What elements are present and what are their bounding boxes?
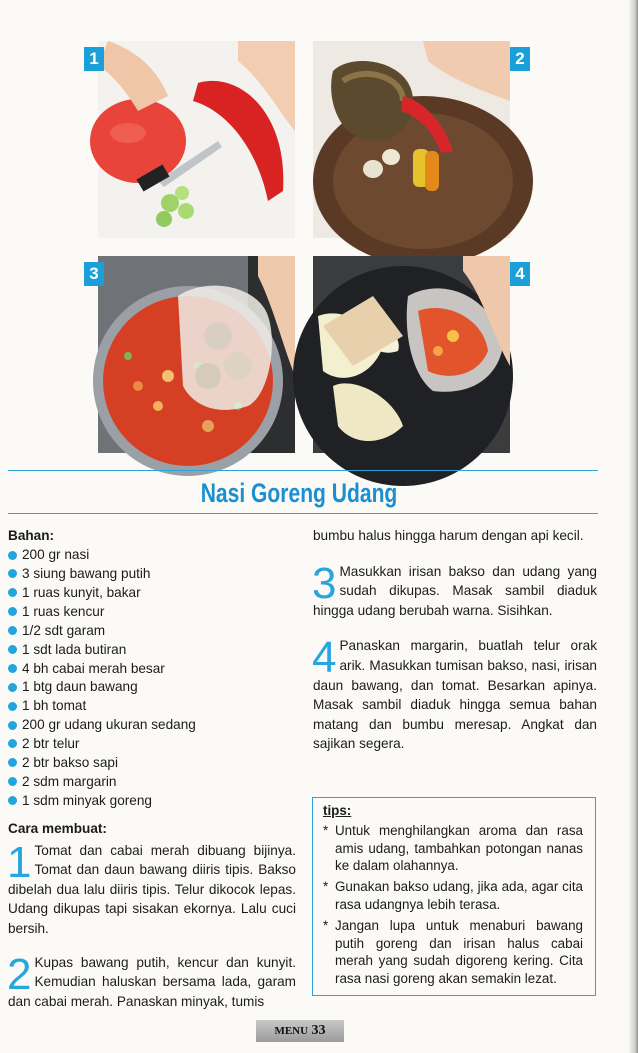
page-footer <box>256 1020 344 1042</box>
tips-heading: tips: <box>323 803 352 818</box>
method-step-1 <box>7 837 296 939</box>
asterisk-icon: * <box>323 822 329 838</box>
step-text: Tomat dan cabai merah dibuang bijinya. Tomat dan daun bawang diiris tipis. Bakso dibelah dua lalu diiris tipis. Telur dikocok lepas. Udang dikupas tapi sisakan ekornya. Lalu cuci bersih. <box>8 842 296 936</box>
list-item: 1 btg daun bawang <box>8 678 296 697</box>
bullet-icon <box>8 607 17 616</box>
step-text: Kupas bawang putih, kencur dan kunyit. Kemudian haluskan bersama lada, garam dan cabai merah. Panaskan minyak, tumis <box>8 954 296 1009</box>
bullet-icon <box>8 551 17 560</box>
list-item: 1 ruas kencur <box>8 602 296 621</box>
list-item: 3 siung bawang putih <box>8 564 296 583</box>
step-number: 3 <box>312 558 337 608</box>
method-heading: Cara membuat: <box>8 821 107 836</box>
bullet-icon <box>8 683 17 692</box>
list-item: 2 btr telur <box>8 735 296 754</box>
bullet-icon <box>8 777 17 786</box>
list-item: 1/2 sdt garam <box>8 621 296 640</box>
method-step-4 <box>312 633 597 754</box>
step-photo-2 <box>313 41 525 238</box>
list-item: 4 bh cabai merah besar <box>8 659 296 678</box>
list-item: 1 sdt lada butiran <box>8 640 296 659</box>
recipe-title: Nasi Goreng Udang <box>200 478 398 508</box>
footer-label: MENU <box>274 1025 309 1037</box>
bullet-icon <box>8 626 17 635</box>
list-item: 1 sdm minyak goreng <box>8 791 296 810</box>
list-item: 1 ruas kunyit, bakar <box>8 583 296 602</box>
asterisk-icon: * <box>323 917 329 933</box>
tips-list <box>323 822 583 988</box>
step-badge-1: 1 <box>84 47 104 71</box>
method-continued <box>313 526 597 754</box>
bullet-icon <box>8 721 17 730</box>
method-step-2 <box>7 949 296 1012</box>
bullet-icon <box>8 588 17 597</box>
bullet-icon <box>8 758 17 767</box>
step-number: 4 <box>312 633 337 683</box>
bullet-icon <box>8 702 17 711</box>
method-step-3 <box>312 558 597 621</box>
list-item: 200 gr nasi <box>8 546 296 565</box>
step-badge-4: 4 <box>510 262 530 286</box>
bullet-icon <box>8 645 17 654</box>
step-text: Panaskan margarin, buatlah telur orak arik. Masukkan tumisan bakso, nasi, irisan daun bawang, dan tomat. Besarkan apinya. Masak sambil diaduk hingga semua bahan matang dan bumbu meresap. Angkat dan sajikan segera. <box>313 638 597 752</box>
bullet-icon <box>8 664 17 673</box>
ingredients-heading: Bahan: <box>8 528 55 543</box>
tips-box <box>312 797 596 996</box>
step-badge-3: 3 <box>84 262 104 286</box>
list-item: * Jangan lupa untuk menaburi bawang putih goreng dan irisan halus cabai merah yang sudah digoreng kering. Cita rasa nasi goreng akan semakin lezat. <box>323 917 583 987</box>
step-number: 1 <box>7 837 32 887</box>
asterisk-icon: * <box>323 879 329 895</box>
step-badge-2: 2 <box>510 47 530 71</box>
bullet-icon <box>8 569 17 578</box>
list-item: 200 gr udang ukuran sedang <box>8 716 296 735</box>
list-item: 2 btr bakso sapi <box>8 753 296 772</box>
ingredients-section <box>8 526 296 810</box>
list-item: * Untuk menghilangkan aroma dan rasa amis udang, tambahkan potongan nanas ke dalam olahannya. <box>323 822 583 874</box>
list-item: * Gunakan bakso udang, jika ada, agar cita rasa udangnya lebih terasa. <box>323 879 583 912</box>
page-number: 33 <box>311 1023 326 1038</box>
step-text: Masukkan irisan bakso dan udang yang sudah dikupas. Masak sambil diaduk hingga udang berubah warna. Sisihkan. <box>313 563 597 618</box>
step-text: bumbu halus hingga harum dengan api kecil. <box>313 528 584 543</box>
title-rule-bottom <box>8 513 598 514</box>
method-step-2-continued <box>313 526 597 546</box>
step-number: 2 <box>7 949 32 999</box>
title-rule-top <box>8 470 598 471</box>
bullet-icon <box>8 796 17 805</box>
step-photo-4 <box>313 256 525 453</box>
step-photo-1 <box>89 41 295 238</box>
ingredients-list <box>8 546 296 810</box>
bullet-icon <box>8 739 17 748</box>
step-photo-3 <box>89 256 295 453</box>
method-section <box>8 819 296 1011</box>
list-item: 1 bh tomat <box>8 697 296 716</box>
list-item: 2 sdm margarin <box>8 772 296 791</box>
page-edge <box>628 0 638 1053</box>
